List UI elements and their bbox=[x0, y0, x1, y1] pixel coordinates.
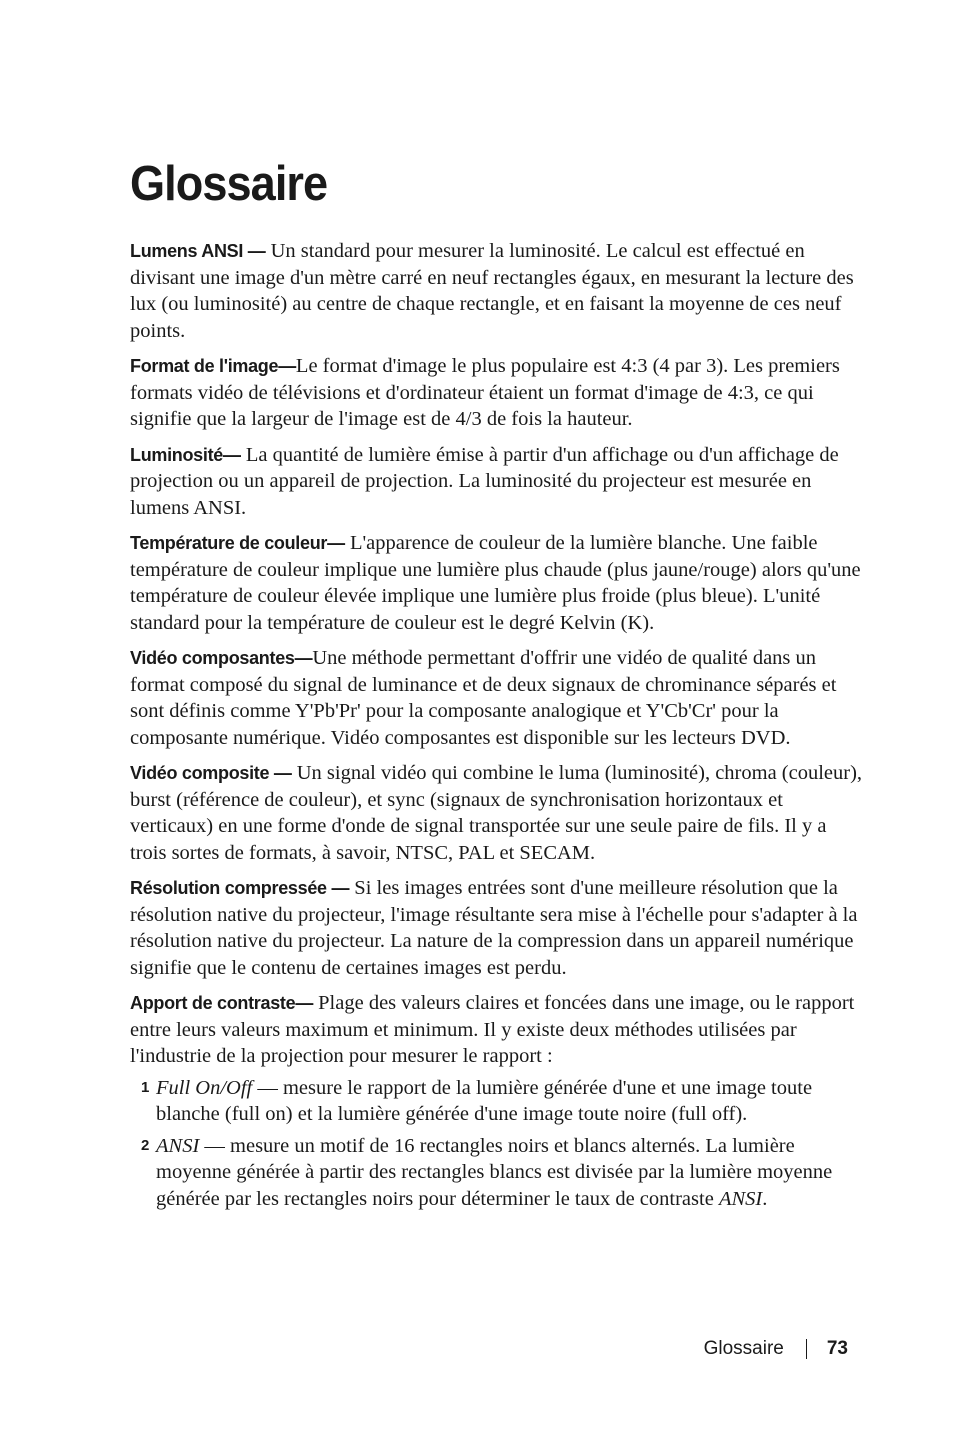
glossary-entry-lumens-ansi bbox=[130, 238, 868, 344]
glossary-term: Température de couleur— bbox=[130, 533, 345, 553]
glossary-term: Format de l'image— bbox=[130, 356, 296, 376]
glossary-content bbox=[130, 238, 868, 1217]
list-text: — mesure le rapport de la lumière générée d'une et une image toute blanche (full on) et la lumière générée d'une image toute noire (full off). bbox=[156, 1076, 813, 1125]
list-number: 2 bbox=[141, 1136, 150, 1154]
glossary-term: Luminosité— bbox=[130, 444, 241, 465]
glossary-term: Lumens ANSI — bbox=[130, 241, 266, 261]
glossary-definition: Un standard pour mesurer la luminosité. Le calcul est effectué en divisant une image d'un mètre carré en neuf rectangles égaux, en mesurant la lecture des lux (ou luminosité) au centre de chaque rectangle, et en faisant la moyenne de ces neuf points. bbox=[130, 240, 854, 342]
glossary-term: Vidéo composantes— bbox=[130, 648, 313, 668]
glossary-term: Résolution compressée — bbox=[130, 878, 350, 898]
list-term: Full On/Off bbox=[156, 1076, 253, 1099]
list-text-end: . bbox=[762, 1187, 768, 1210]
glossary-entry-temperature-couleur bbox=[130, 530, 868, 636]
list-term-end: ANSI bbox=[718, 1187, 763, 1210]
page-number: 73 bbox=[826, 1338, 848, 1359]
page-title: Glossaire bbox=[130, 157, 328, 211]
glossary-definition: Plage des valeurs claires et foncées dans une image, ou le rapport entre leurs valeurs maximum et minimum. Il y existe deux méthodes utilisées par l'industrie de la projection pour mesurer le rapport : bbox=[130, 992, 855, 1067]
glossary-entry-video-composantes bbox=[130, 645, 868, 751]
list-item bbox=[130, 1133, 868, 1213]
glossary-definition: L'apparence de couleur de la lumière blanche. Une faible température de couleur implique une lumière plus chaude (plus jaune/rouge) alors qu'une température de couleur élevée implique une lumière plus froide (plus bleue). L'unité standard pour la température de couleur est le degré Kelvin (K). bbox=[130, 532, 861, 634]
footer-section: Glossaire bbox=[703, 1338, 784, 1359]
footer-divider bbox=[806, 1339, 807, 1359]
glossary-entry-luminosite bbox=[130, 442, 868, 522]
glossary-entry-resolution-compressee bbox=[130, 875, 868, 981]
glossary-entry-format-image bbox=[130, 353, 868, 433]
list-item bbox=[130, 1075, 868, 1128]
glossary-term: Vidéo composite — bbox=[130, 763, 292, 783]
contrast-method-list bbox=[130, 1075, 868, 1213]
list-term: ANSI bbox=[156, 1134, 200, 1157]
glossary-term: Apport de contraste— bbox=[130, 993, 314, 1013]
glossary-entry-apport-contraste bbox=[130, 990, 868, 1070]
glossary-definition: Un signal vidéo qui combine le luma (luminosité), chroma (couleur), burst (référence de couleur), et sync (signaux de synchronisation horizontaux et verticaux) en une forme d'onde de signal transportée sur une seule paire de fils. Il y a trois sortes de formats, à savoir, NTSC, PAL et SECAM. bbox=[130, 762, 863, 864]
glossary-definition: Si les images entrées sont d'une meilleure résolution que la résolution native du projecteur, l'image résultante sera mise à l'échelle pour s'adapter à la résolution native du projecteur. La nature de la compression dans un appareil numérique signifie que le contenu de certaines images est perdu. bbox=[130, 877, 858, 979]
glossary-entry-video-composite bbox=[130, 760, 868, 866]
glossary-definition: Une méthode permettant d'offrir une vidéo de qualité dans un format composé du signal de luminance et de deux signaux de chrominance séparés et sont définis comme Y'Pb'Pr' pour la composante analogique et Y'Cb'Cr' pour la composante numérique. Vidéo composantes est disponible sur les lecteurs DVD. bbox=[130, 647, 837, 749]
list-number: 1 bbox=[141, 1078, 150, 1096]
list-text: — mesure un motif de 16 rectangles noirs et blancs alternés. La lumière moyenne générée à partir des rectangles blancs est divisée par la lumière moyenne générée par les rectangles noirs pour déterminer le taux de contraste bbox=[156, 1134, 833, 1210]
page-footer bbox=[704, 1338, 848, 1360]
glossary-definition: La quantité de lumière émise à partir d'un affichage ou d'un affichage de projection ou un appareil de projection. La luminosité du projecteur est mesurée en lumens ANSI. bbox=[130, 443, 839, 519]
glossary-definition: Le format d'image le plus populaire est 4:3 (4 par 3). Les premiers formats vidéo de télévisions et d'ordinateur étaient un format d'image de 4:3, ce qui signifie que la largeur de l'image est de 4/3 de fois la hauteur. bbox=[130, 355, 840, 430]
